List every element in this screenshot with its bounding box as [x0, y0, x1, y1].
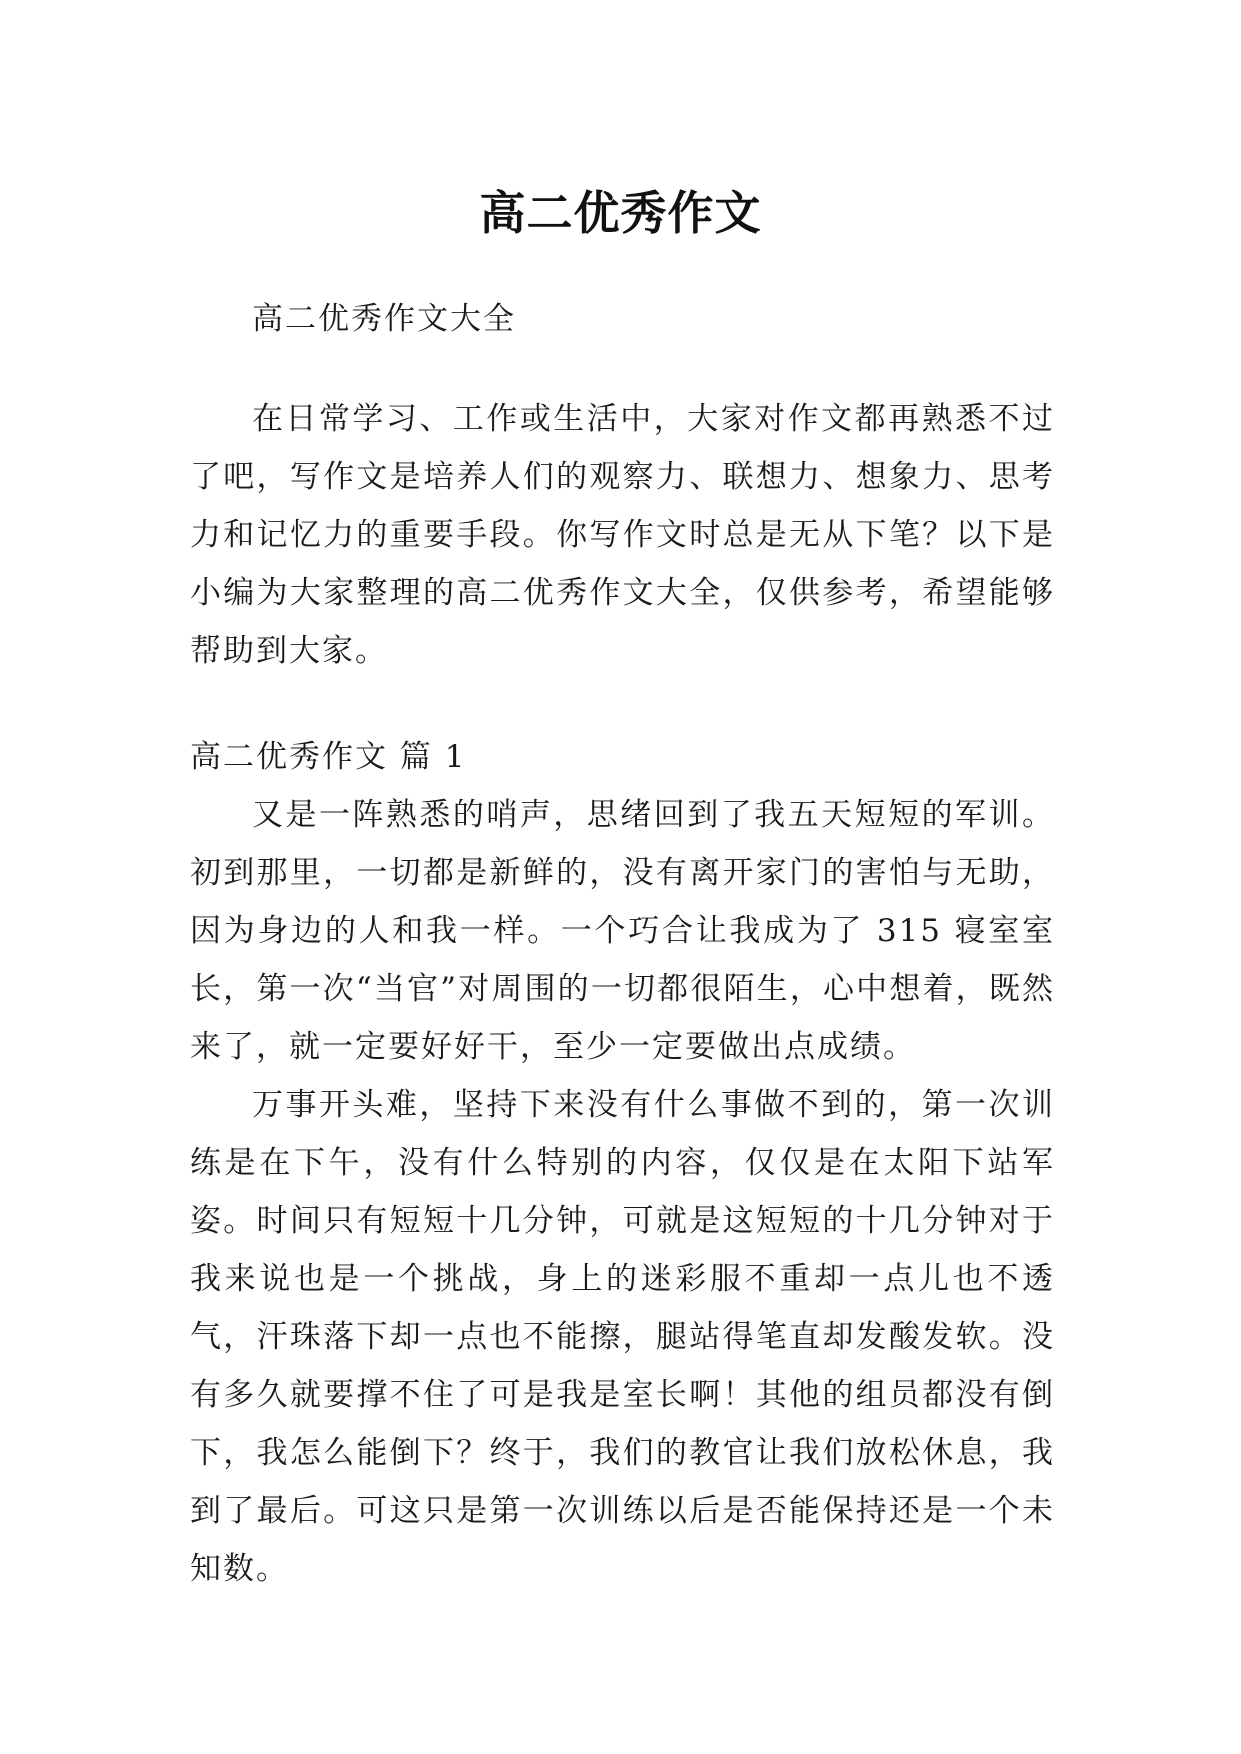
- section-paragraph-1: 又是一阵熟悉的哨声，思绪回到了我五天短短的军训。初到那里，一切都是新鲜的，没有离开家门的害怕与无助，因为身边的人和我一样。一个巧合让我成为了 315 寝室室长，第一次“当官”对周围的一切都很陌生，心中想着，既然来了，就一定要好好干，至少一定要做出点成绩。: [190, 797, 1055, 1065]
- section-heading: 高二优秀作文 篇 1: [190, 739, 467, 775]
- document-body: [190, 290, 1055, 1598]
- document-title: 高二优秀作文: [479, 185, 762, 240]
- document-subtitle: 高二优秀作文大全: [252, 301, 516, 337]
- essay-section-1: [190, 728, 1055, 1598]
- section-paragraph-2: 万事开头难，坚持下来没有什么事做不到的，第一次训练是在下午，没有什么特别的内容，仅仅是在太阳下站军姿。时间只有短短十几分钟，可就是这短短的十几分钟对于我来说也是一个挑战，身上的迷彩服不重却一点儿也不透气，汗珠落下却一点也不能擦，腿站得笔直却发酸发软。没有多久就要撑不住了可是我是室长啊！其他的组员都没有倒下，我怎么能倒下？终于，我们的教官让我们放松休息，我到了最后。可这只是第一次训练以后是否能保持还是一个未知数。: [190, 1087, 1055, 1587]
- intro-paragraph: 在日常学习、工作或生活中，大家对作文都再熟悉不过了吧，写作文是培养人们的观察力、联想力、想象力、思考力和记忆力的重要手段。你写作文时总是无从下笔？以下是小编为大家整理的高二优秀作文大全，仅供参考，希望能够帮助到大家。: [190, 401, 1055, 669]
